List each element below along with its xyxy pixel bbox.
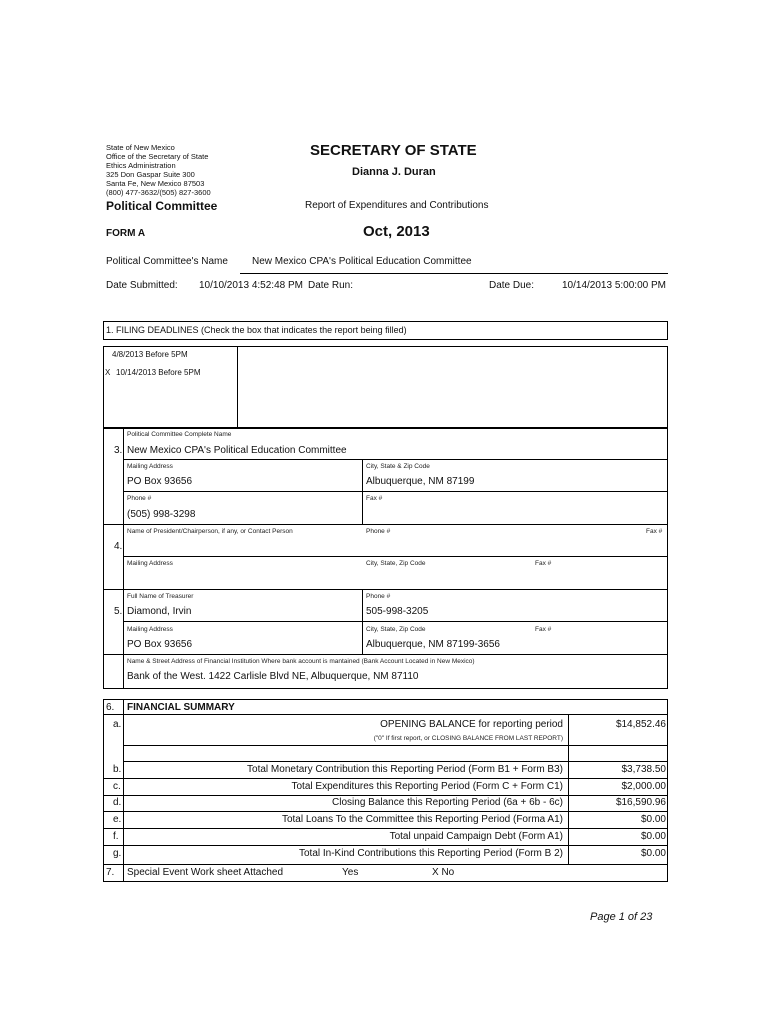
contact-phone-label: Phone # — [366, 528, 391, 535]
committee-type: Political Committee — [106, 199, 218, 213]
treasurer-fax-label: Fax # — [535, 626, 552, 633]
summary-row-value[interactable]: $3,738.50 — [621, 764, 666, 775]
treasurer-mailing-label: Mailing Address — [127, 626, 173, 633]
committee-complete-name-value[interactable]: New Mexico CPA's Political Education Committee — [127, 445, 347, 456]
divider — [103, 524, 668, 525]
contact-city-label: City, State, Zip Code — [366, 560, 426, 567]
divider — [123, 428, 124, 689]
divider — [123, 761, 668, 762]
contact-person-label: Name of President/Chairperson, if any, or Contact Person — [127, 528, 293, 535]
city-state-zip-value[interactable]: Albuquerque, NM 87199 — [366, 476, 475, 487]
opening-balance-note: ("0" If first report, or CLOSING BALANCE FROM LAST REPORT) — [373, 735, 563, 742]
financial-summary-title: FINANCIAL SUMMARY — [127, 702, 235, 713]
summary-row-value[interactable]: $0.00 — [640, 831, 666, 842]
row-letter: g. — [113, 848, 122, 859]
section-number: 6. — [106, 702, 115, 713]
row-letter: b. — [113, 764, 122, 775]
section-number: 5. — [114, 606, 123, 617]
report-period: Oct, 2013 — [363, 223, 430, 240]
summary-row-value[interactable]: $2,000.00 — [621, 781, 666, 792]
divider — [237, 346, 238, 428]
bank-value[interactable]: Bank of the West. 1422 Carlisle Blvd NE, Albuquerque, NM 87110 — [127, 671, 419, 682]
treasurer-phone-label: Phone # — [366, 593, 391, 600]
address-line: Office of the Secretary of State — [106, 152, 209, 161]
divider — [103, 589, 668, 590]
divider — [103, 828, 668, 829]
divider — [123, 699, 124, 882]
summary-row-value[interactable]: $0.00 — [640, 814, 666, 825]
treasurer-name-value[interactable]: Diamond, Irvin — [127, 606, 192, 617]
special-event-no[interactable]: X No — [432, 867, 455, 878]
address-line: Ethics Administration — [106, 161, 176, 170]
address-line: 325 Don Gaspar Suite 300 — [106, 170, 195, 179]
report-title: Report of Expenditures and Contributions — [305, 200, 489, 211]
summary-row-label: Total Expenditures this Reporting Period (Form C + Form C1) — [291, 781, 563, 792]
section-number: 4. — [114, 541, 123, 552]
deadline-april[interactable]: 4/8/2013 Before 5PM — [112, 350, 188, 359]
divider — [568, 714, 569, 865]
deadline-check-mark[interactable]: X — [105, 368, 111, 377]
date-due-value: 10/14/2013 5:00:00 PM — [562, 280, 666, 291]
mailing-address-value[interactable]: PO Box 93656 — [127, 476, 193, 487]
divider — [103, 864, 668, 865]
address-line: State of New Mexico — [106, 143, 175, 152]
opening-balance-label: OPENING BALANCE for reporting period — [380, 719, 563, 730]
summary-row-label: Total Monetary Contribution this Reporting Period (Form B1 + Form B3) — [247, 764, 563, 775]
date-submitted-label: Date Submitted: — [106, 280, 178, 291]
form-label: FORM A — [106, 228, 146, 239]
summary-row-label: Total In-Kind Contributions this Reporting Period (Form B 2) — [298, 848, 563, 859]
bank-label: Name & Street Address of Financial Institution Where bank account is mantained (Bank Account Located in New Mexico) — [127, 658, 475, 665]
summary-row-label: Closing Balance this Reporting Period (6a + 6b - 6c) — [332, 797, 563, 808]
treasurer-name-label: Full Name of Treasurer — [127, 593, 194, 600]
summary-row-label: Total unpaid Campaign Debt (Form A1) — [389, 831, 563, 842]
contact-fax-label: Fax # — [646, 528, 663, 535]
fax-label: Fax # — [366, 495, 383, 502]
date-submitted-value: 10/10/2013 4:52:48 PM — [199, 280, 303, 291]
section-number: 3. — [114, 445, 123, 456]
divider — [123, 745, 668, 746]
committee-name-value: New Mexico CPA's Political Education Committee — [252, 256, 472, 267]
special-event-label: Special Event Work sheet Attached — [127, 867, 284, 878]
secretary-name: Dianna J. Duran — [352, 166, 436, 178]
opening-balance-value[interactable]: $14,852.46 — [615, 719, 666, 730]
section-number: 7. — [106, 867, 115, 878]
row-letter: e. — [113, 814, 122, 825]
divider — [362, 459, 363, 524]
phone-label: Phone # — [127, 495, 152, 502]
row-letter: a. — [113, 719, 122, 730]
divider — [103, 714, 668, 715]
date-run-label: Date Run: — [308, 280, 354, 291]
date-due-label: Date Due: — [489, 280, 535, 291]
divider — [123, 556, 668, 557]
contact-fax2-label: Fax # — [535, 560, 552, 567]
divider — [123, 491, 668, 492]
divider — [123, 621, 668, 622]
summary-row-label: Total Loans To the Committee this Reporting Period (Forma A1) — [281, 814, 563, 825]
mailing-address-label: Mailing Address — [127, 463, 173, 470]
divider — [103, 778, 668, 779]
summary-row-value[interactable]: $16,590.96 — [615, 797, 666, 808]
address-line: Santa Fe, New Mexico 87503 — [106, 179, 205, 188]
agency-address — [106, 143, 256, 197]
row-letter: f. — [113, 831, 119, 842]
divider — [103, 795, 668, 796]
divider — [103, 845, 668, 846]
row-letter: c. — [113, 781, 121, 792]
committee-complete-name-label: Political Committee Complete Name — [127, 431, 232, 438]
city-state-zip-label: City, State & Zip Code — [366, 463, 430, 470]
treasurer-phone-value[interactable]: 505-998-3205 — [366, 606, 429, 617]
row-letter: d. — [113, 797, 122, 808]
address-line: (800) 477-3632/(505) 827-3600 — [106, 188, 211, 197]
page-number: Page 1 of 23 — [590, 911, 653, 923]
treasurer-city-value[interactable]: Albuquerque, NM 87199-3656 — [366, 639, 500, 650]
summary-row-value[interactable]: $0.00 — [640, 848, 666, 859]
divider — [103, 811, 668, 812]
committee-name-label: Political Committee's Name — [106, 256, 228, 267]
page-title: SECRETARY OF STATE — [310, 142, 477, 159]
deadline-october[interactable]: 10/14/2013 Before 5PM — [116, 368, 201, 377]
contact-mailing-label: Mailing Address — [127, 560, 173, 567]
treasurer-mailing-value[interactable]: PO Box 93656 — [127, 639, 193, 650]
treasurer-city-label: City, State, Zip Code — [366, 626, 426, 633]
special-event-yes[interactable]: Yes — [342, 867, 359, 878]
divider — [103, 654, 668, 655]
divider — [123, 459, 668, 460]
filing-deadlines-title: 1. FILING DEADLINES (Check the box that indicates the report being filled) — [106, 325, 407, 335]
phone-value[interactable]: (505) 998-3298 — [127, 509, 196, 520]
divider — [240, 273, 668, 274]
divider — [362, 589, 363, 654]
